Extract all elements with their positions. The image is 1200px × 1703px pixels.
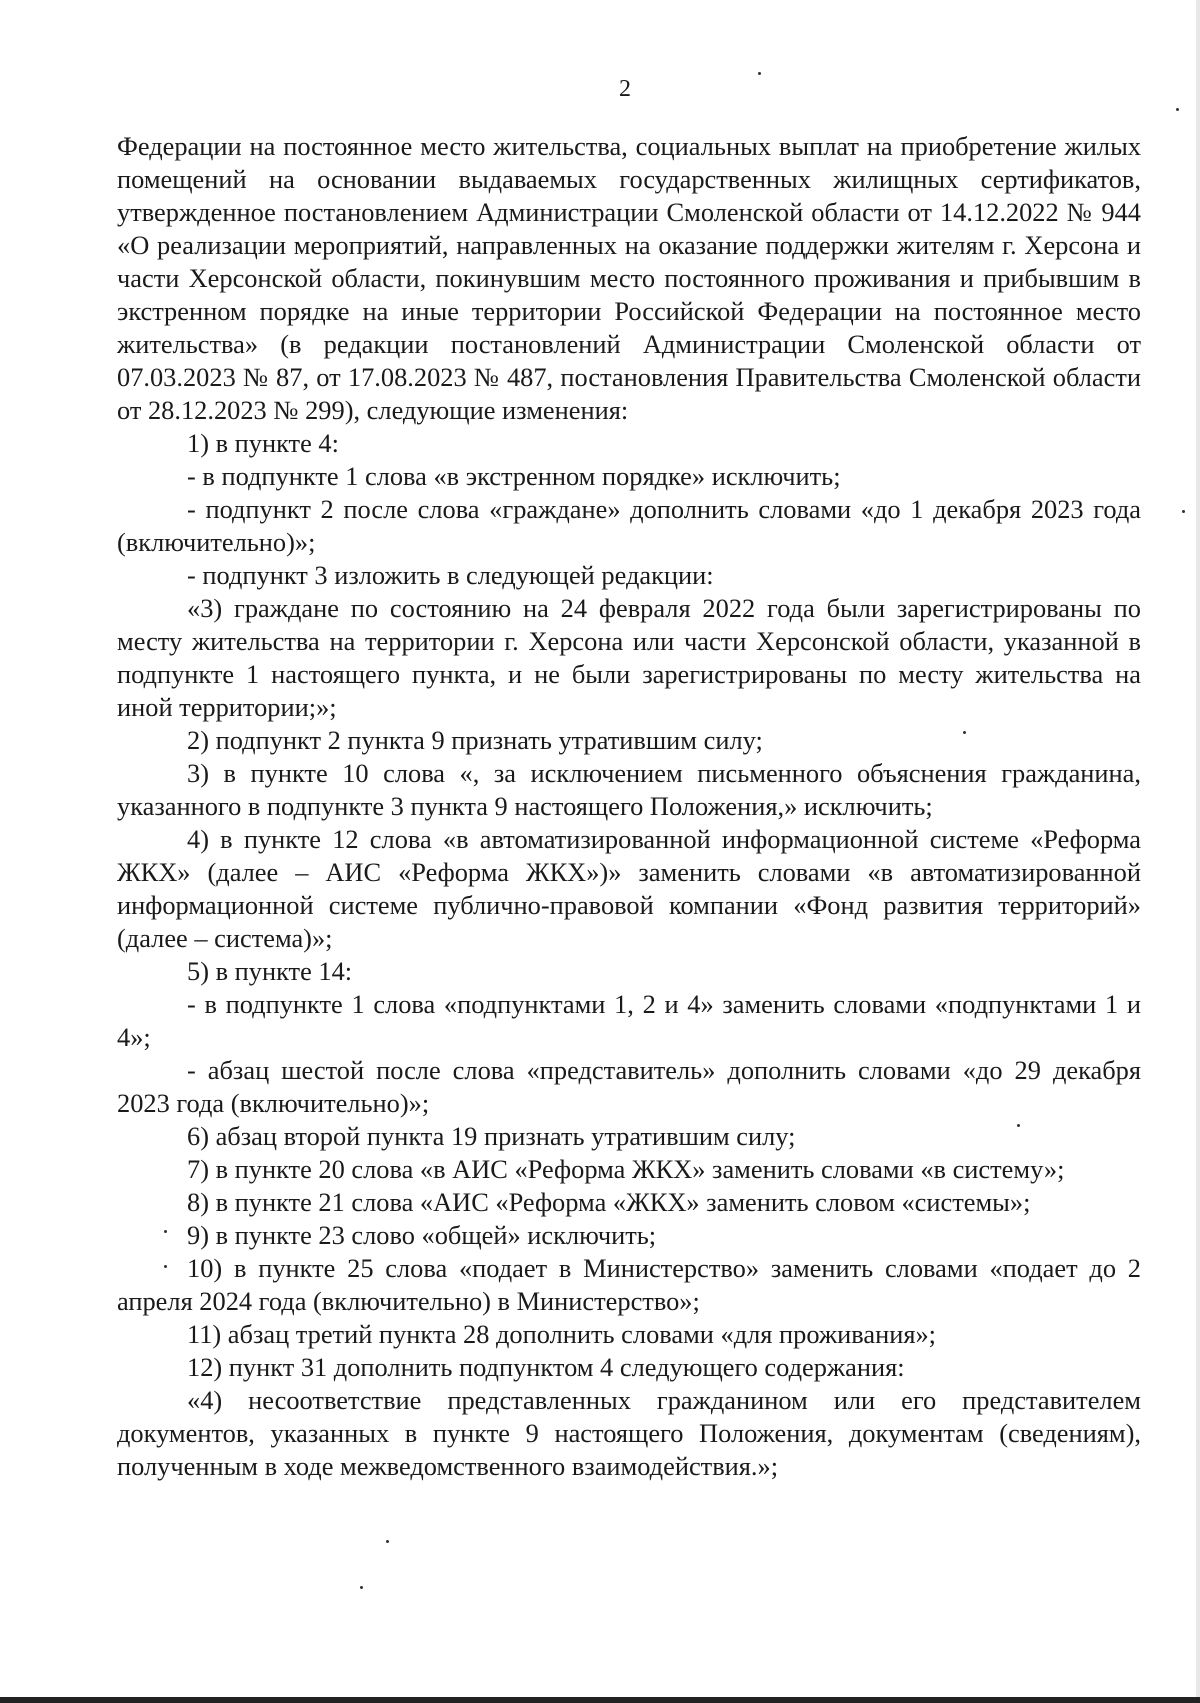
paragraph-quote-4: «4) несоответствие представленных гражданином или его представителем документов, указанных в пункте 9 настоящего Положения, документам (сведениям), полученным в ходе межведомственного взаимодействия.»; bbox=[117, 1385, 1141, 1481]
paragraph-item-4: 4) в пункте 12 слова «в автоматизированной информационной системе «Реформа ЖКХ» (далее – АИС «Реформа ЖКХ»)» заменить словами «в автоматизированной информационной системе публично-правовой компании «Фонд развития территорий» (далее – система)»; bbox=[117, 824, 1141, 953]
scan-speck bbox=[1182, 510, 1185, 513]
page-number: 2 bbox=[619, 76, 631, 102]
scan-speck bbox=[386, 1540, 389, 1543]
paragraph-item-1-sub-3: - подпункт 3 изложить в следующей редакции: bbox=[187, 560, 714, 590]
scan-speck bbox=[758, 72, 761, 75]
paragraph-item-3: 3) в пункте 10 слова «, за исключением письменного объяснения гражданина, указанного в подпункте 3 пункта 9 настоящего Положения,» исключить; bbox=[117, 758, 1141, 821]
scan-speck bbox=[963, 731, 966, 734]
paragraph-item-9: 9) в пункте 23 слово «общей» исключить; bbox=[187, 1220, 657, 1250]
scan-bottom-edge bbox=[0, 1697, 1200, 1703]
scan-speck bbox=[1176, 108, 1179, 111]
paragraph-item-5-sub-1: - в подпункте 1 слова «подпунктами 1, 2 и 4» заменить словами «подпунктами 1 и 4»; bbox=[117, 989, 1141, 1052]
paragraph-item-10: 10) в пункте 25 слова «подает в Министерство» заменить словами «подает до 2 апреля 2024 года (включительно) в Министерство»; bbox=[117, 1253, 1141, 1316]
paragraph-item-6: 6) абзац второй пункта 19 признать утратившим силу; bbox=[187, 1121, 796, 1151]
scan-speck bbox=[164, 1230, 167, 1233]
scan-speck bbox=[360, 1586, 363, 1589]
scan-speck bbox=[1017, 1124, 1020, 1127]
scan-speck bbox=[164, 1265, 167, 1268]
scan-edge bbox=[1196, 0, 1200, 1703]
paragraph-item-11: 11) абзац третий пункта 28 дополнить словами «для проживания»; bbox=[187, 1319, 936, 1349]
paragraph-item-5: 5) в пункте 14: bbox=[187, 956, 353, 986]
document-body bbox=[117, 130, 1141, 1483]
paragraph-item-1-sub-2: - подпункт 2 после слова «граждане» дополнить словами «до 1 декабря 2023 года (включительно)»; bbox=[117, 494, 1141, 557]
paragraph-item-1-sub-1: - в подпункте 1 слова «в экстренном порядке» исключить; bbox=[187, 461, 841, 491]
paragraph-item-1: 1) в пункте 4: bbox=[187, 428, 339, 458]
paragraph-item-5-sub-2: - абзац шестой после слова «представитель» дополнить словами «до 29 декабря 2023 года (включительно)»; bbox=[117, 1055, 1141, 1118]
paragraph-item-7: 7) в пункте 20 слова «в АИС «Реформа ЖКХ» заменить словами «в систему»; bbox=[187, 1154, 1065, 1184]
paragraph-item-12: 12) пункт 31 дополнить подпунктом 4 следующего содержания: bbox=[187, 1352, 905, 1382]
paragraph-quote-3: «3) граждане по состоянию на 24 февраля 2022 года были зарегистрированы по месту жительства на территории г. Херсона или части Херсонской области, указанной в подпункте 1 настоящего пункта, и не были зарегистрированы по месту жительства на иной территории;»; bbox=[117, 593, 1141, 722]
paragraph-item-8: 8) в пункте 21 слова «АИС «Реформа «ЖКХ» заменить словом «системы»; bbox=[187, 1187, 1031, 1217]
paragraph-item-2: 2) подпункт 2 пункта 9 признать утратившим силу; bbox=[187, 725, 763, 755]
paragraph-intro: Федерации на постоянное место жительства, социальных выплат на приобретение жилых помещений на основании выдаваемых государственных жилищных сертификатов, утвержденное постановлением Администрации Смоленской области от 14.12.2022 № 944 «О реализации мероприятий, направленных на оказание поддержки жителям г. Херсона и части Херсонской области, покинувшим место постоянного проживания и прибывшим в экстренном порядке на иные территории Российской Федерации на постоянное место жительства» (в редакции постановлений Администрации Смоленской области от 07.03.2023 № 87, от 17.08.2023 № 487, постановления Правительства Смоленской области от 28.12.2023 № 299), следующие изменения: bbox=[117, 131, 1141, 425]
